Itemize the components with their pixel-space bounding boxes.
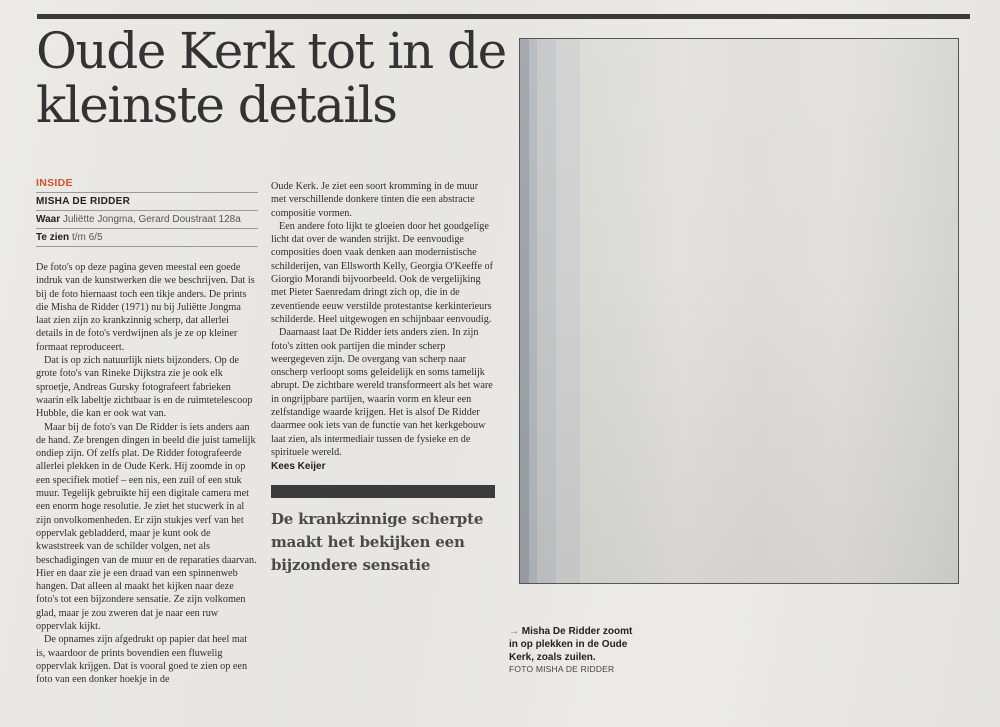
paragraph: Oude Kerk. Je ziet een soort kromming in de muur met verschillende donkere tinten die een abstracte compositie vormen. [271,181,479,219]
dates-value: t/m 6/5 [71,232,103,243]
photo-caption [509,625,639,664]
top-rule [37,14,970,19]
paragraph: De foto's op deze pagina geven meestal een goede indruk van de kunstwerken die we beschrijven. Dat is bij de foto hiernaast toch een tikje anders. De prints die Misha de Ridder (1971) nu bij Juliëtte Jongma laat zien zijn zo krankzinnig scherp, dat allerlei details in de foto's verdwijnen als je ze op kleiner formaat reproduceert. [36,262,255,353]
article-column-2 [271,180,495,577]
info-location [36,211,258,229]
paragraph: Maar bij de foto's van De Ridder is iets anders aan de hand. Ze brengen dingen in beeld die juist tamelijk ondiep zijn. Of zelfs plat. De Ridder fotografeerde allerlei plekken in de Oude Kerk. Hij zoomde in op een specifiek motief – een nis, een zuil of een stuk muur. Tegelijk gebruikte hij een digitale camera met een enorm hoge resolutie. Je ziet het stucwerk in al zijn onvolkomenheden. Er zijn stukjes verf van het oppervlak gebladderd, maar je kunt ook de kwaststreek van de schilder volgen, net als beschadigingen van de muur en de reparaties daarvan. Hier en daar zie je een draad van een spinnenweb hangen. Dat alleen al maakt het kijken naar deze foto's tot een bijzondere sensatie. Ze zijn volkomen glad, maar je zou zweren dat je naar een ruw oppervlak kijkt. [36,421,257,633]
author-byline: Kees Keijer [271,461,326,473]
paragraph: Daarnaast laat De Ridder iets anders zien. In zijn foto's zitten ook partijen die minder scherp weergegeven zijn. De overgang van scherp naar onscherp verloopt soms geleidelijk en soms tamelijk abrupt. De zichtbare wereld transformeert als het ware in ongrijpbare partijen, waarin vorm en kleur een zelfstandige waarde krijgen. Het is alsof De Ridder daarmee ook iets van de functie van het kerkgebouw laat zien, als intermediair tussen de fysieke en de spirituele wereld. [271,327,493,458]
article-column-1 [36,177,258,687]
section-kicker: INSIDE [36,177,258,193]
pullquote-bar [271,485,495,498]
info-dates [36,229,258,247]
paragraph: Een andere foto lijkt te gloeien door het goudgelige licht dat over de wanden strijkt. De eenvoudige composities doen vaak denken aan modernistische schilderijen, van Ellsworth Kelly, Georgia O'Keeffe of Giorgio Morandi bijvoorbeeld. Ook de vergelijking met Pieter Saenredam dringt zich op, die in de zeventiende eeuw verstilde protestantse kerkinterieurs schilderde. Heel uitgewogen en schijnbaar eenvoudig. [271,220,494,325]
dates-label: Te zien [36,232,70,243]
pullquote: De krankzinnige scherpte maakt het bekijken een bijzondere sensatie [271,510,484,575]
location-value: Juliëtte Jongma, Gerard Doustraat 128a [62,214,241,225]
paragraph: De opnames zijn afgedrukt op papier dat heel mat is, waardoor de prints bovendien een fluwelig oppervlak krijgen. Dat is vooral goed te zien op een foto van een donker hoekje in de [36,634,248,686]
body-text-column-1 [36,261,258,687]
photo-credit: FOTO MISHA DE RIDDER [509,664,615,674]
headline: Oude Kerk tot in de kleinste details [36,22,506,134]
arrow-icon: → [509,626,519,637]
photo-church-column [519,38,959,584]
caption-text: Misha De Ridder zoomt in op plekken in de Oude Kerk, zoals zuilen. [509,626,633,663]
body-text-column-2 [271,180,495,459]
paragraph: Dat is op zich natuurlijk niets bijzonders. Op de grote foto's van Rineke Dijkstra zie je ook elk sproetje, Andreas Gursky fotografeert fabrieken waarin elk labeltje zichtbaar is en de ruimtetelescoop Hubble, die kan er ook wat van. [36,355,253,420]
artist-name: MISHA DE RIDDER [36,193,258,211]
location-label: Waar [36,214,61,225]
